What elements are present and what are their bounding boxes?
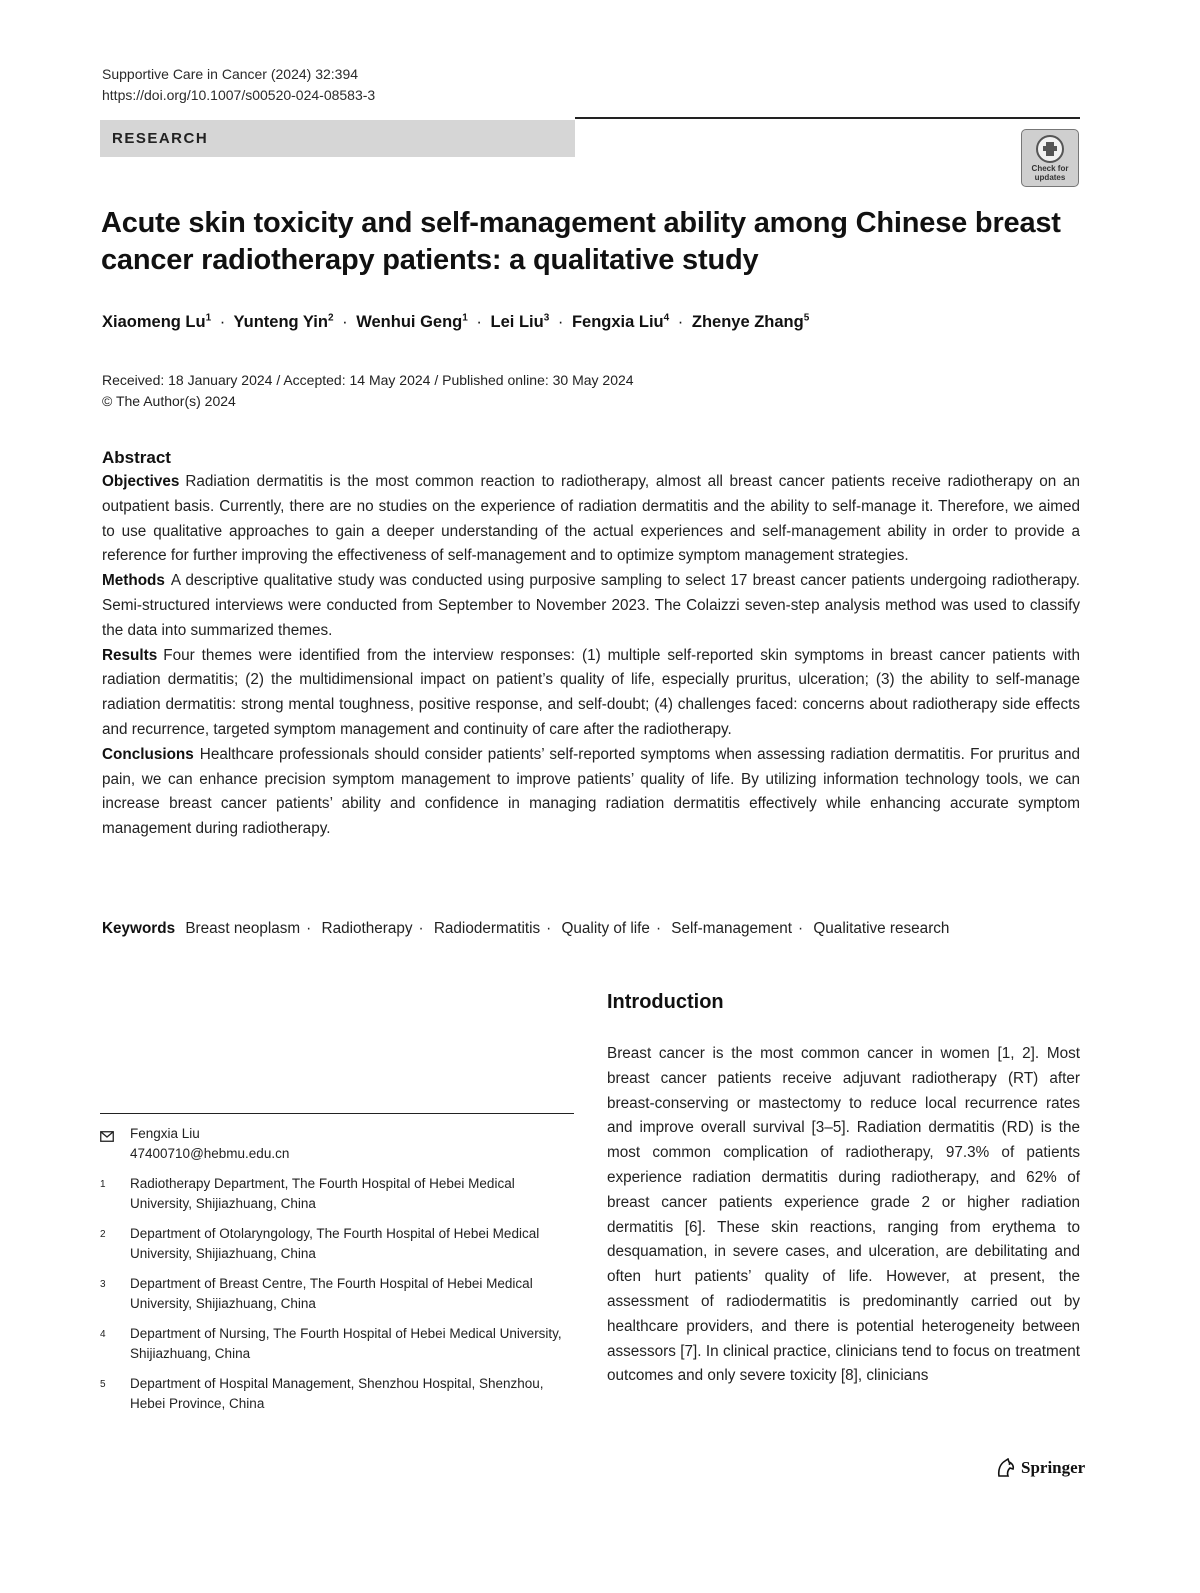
abstract-text: Radiation dermatitis is the most common reaction to radiotherapy, almost all breast cancer patients receive radiotherapy on an outpatient basis. Currently, there are no studies on the experience of radiation dermatitis and the ability to self-manage it. Therefore, we aimed to use qualitative approaches to gain a deeper understanding of the actual experiences and self-management ability in order to provide a reference for further improving the effectiveness of self-management and to optimize symptom management strategies. xyxy=(102,473,1080,565)
abstract-label: Results xyxy=(102,646,158,664)
keyword-separator: · xyxy=(655,920,662,937)
keyword-separator: · xyxy=(798,920,804,937)
affiliation-item xyxy=(100,1374,574,1414)
badge-line-2: updates xyxy=(1034,173,1066,182)
copyright-line: © The Author(s) 2024 xyxy=(102,393,236,409)
affiliation-text: Department of Nursing, The Fourth Hospital of Hebei Medical University, Shijiazhuang, China xyxy=(130,1326,562,1361)
affiliation-number: 3 xyxy=(100,1279,106,1290)
footnote-rule xyxy=(100,1113,574,1114)
badge-line-1: Check for xyxy=(1031,164,1069,173)
author-separator: · xyxy=(677,312,684,331)
affiliation-item xyxy=(100,1324,574,1364)
author-separator: · xyxy=(476,312,482,331)
author-separator: · xyxy=(342,312,348,331)
affiliation-number: 1 xyxy=(100,1179,106,1190)
affiliation-number: 4 xyxy=(100,1329,106,1340)
section-label: RESEARCH xyxy=(100,120,575,157)
affiliation-item xyxy=(100,1274,574,1314)
affiliation-number: 5 xyxy=(100,1379,106,1390)
journal-citation: Supportive Care in Cancer (2024) 32:394 xyxy=(102,66,359,82)
introduction-paragraph: Breast cancer is the most common cancer in women [1, 2]. Most breast cancer patients receive adjuvant radiotherapy (RT) after breast-conserving or mastectomy to reduce local recurrence rates and improve overall survival [3–5]. Radiation dermatitis (RD) is the most common complication of radiotherapy, 97.3% of patients experience radiation dermatitis during radiotherapy, and 62% of breast cancer patients experience grade 2 or higher radiation dermatitis [6]. These skin reactions, ranging from erythema to desquamation, in severe cases, and ulceration, are debilitating and often hurt patients’ quality of life. However, at present, the assessment of radiodermatitis is predominantly carried out by healthcare providers, and there is potential heterogeneity between assessors [7]. In clinical practice, clinicians tend to focus on treatment outcomes and only severe toxicity [8], clinicians xyxy=(607,1045,1080,1385)
keyword-separator: · xyxy=(418,920,424,937)
abstract-label: Objectives xyxy=(102,473,180,490)
author-name[interactable]: Lei Liu$^3$ xyxy=(490,312,550,331)
keywords-line xyxy=(102,917,1080,941)
affiliation-text: Department of Otolaryngology, The Fourth Hospital of Hebei Medical University, Shijiazhuang, China xyxy=(130,1226,540,1261)
keyword-separator: · xyxy=(306,920,312,937)
author-name[interactable]: Fengxia Liu$^4$ xyxy=(571,312,670,331)
introduction-heading: Introduction xyxy=(607,991,724,1013)
abstract-results xyxy=(102,644,1080,743)
keyword: Qualitative research xyxy=(813,920,950,937)
correspondence-name: Fengxia Liu xyxy=(130,1126,200,1141)
abstract-heading: Abstract xyxy=(102,448,171,467)
header-rule xyxy=(575,117,1080,119)
affiliation-item xyxy=(100,1224,574,1264)
publication-dates xyxy=(102,370,634,412)
affiliation-item xyxy=(100,1174,574,1214)
keyword: Self-management xyxy=(671,920,793,937)
keyword-separator: · xyxy=(546,920,552,937)
article-title: Acute skin toxicity and self-management ability among Chinese breast cancer radiotherapy patients: a qualitative study xyxy=(101,207,1061,276)
history-dates: Received: 18 January 2024 / Accepted: 14 May 2024 / Published online: 30 May 2024 xyxy=(102,372,634,388)
author-name[interactable]: Xiaomeng Lu$^1$ xyxy=(102,312,212,331)
journal-header xyxy=(102,64,375,106)
springer-logo xyxy=(995,1458,1085,1478)
author-list xyxy=(102,312,809,332)
doi-link[interactable]: https://doi.org/10.1007/s00520-024-08583-3 xyxy=(102,87,376,103)
abstract-conclusions xyxy=(102,743,1080,842)
footnotes xyxy=(100,1124,574,1424)
keyword: Quality of life xyxy=(561,920,650,937)
abstract-objectives xyxy=(102,470,1080,569)
keyword: Breast neoplasm xyxy=(185,920,301,937)
keyword: Radiodermatitis xyxy=(433,920,541,937)
abstract-text: A descriptive qualitative study was conducted using purposive sampling to select 17 breast cancer patients undergoing radiotherapy. Semi-structured interviews were conducted from September to November 2023. The Colaizzi seven-step analysis method was used to classify the data into summarized themes. xyxy=(102,572,1080,639)
publisher-name: Springer xyxy=(1021,1458,1086,1477)
springer-horse-icon xyxy=(995,1458,1017,1478)
crossmark-icon xyxy=(1033,134,1067,164)
check-for-updates-button[interactable] xyxy=(1021,129,1079,187)
keywords-label: Keywords xyxy=(102,920,176,937)
correspondence-block xyxy=(100,1124,574,1164)
author-name[interactable]: Zhenye Zhang$^5$ xyxy=(691,312,810,331)
correspondence-email[interactable]: 47400710@hebmu.edu.cn xyxy=(130,1146,290,1161)
abstract-text: Four themes were identified from the interview responses: (1) multiple self-reported skin symptoms in breast cancer patients with radiation dermatitis; (2) the multidimensional impact on patient’s quality of life, especially pruritus, ulceration; (3) the ability to self-manage radiation dermatitis: strong mental toughness, positive response, and self-doubt; (4) challenges faced: concerns about radiotherapy side effects and recurrence, targeted symptom management and continuity of care after the radiotherapy. xyxy=(102,646,1080,738)
affiliation-text: Radiotherapy Department, The Fourth Hospital of Hebei Medical University, Shijiazhuang, China xyxy=(130,1176,515,1211)
affiliation-text: Department of Hospital Management, Shenzhou Hospital, Shenzhou, Hebei Province, China xyxy=(130,1376,544,1411)
envelope-icon xyxy=(100,1124,130,1164)
affiliation-number: 2 xyxy=(100,1229,106,1240)
author-name[interactable]: Wenhui Geng$^1$ xyxy=(356,312,468,331)
abstract-label: Methods xyxy=(102,572,165,590)
abstract-section xyxy=(102,446,1080,842)
keyword: Radiotherapy xyxy=(321,920,413,937)
abstract-text: Healthcare professionals should consider patients’ self-reported symptoms when assessing radiation dermatitis. For pruritus and pain, we can enhance precision symptom management to improve patients’ quality of life. By utilizing information technology tools, we can increase breast cancer patients’ ability and confidence in managing radiation dermatitis effectively while enhancing accurate symptom management during radiotherapy. xyxy=(102,745,1080,838)
abstract-label: Conclusions xyxy=(102,745,194,763)
author-separator: · xyxy=(557,312,564,331)
affiliation-text: Department of Breast Centre, The Fourth Hospital of Hebei Medical University, Shijiazhuang, China xyxy=(130,1276,533,1311)
abstract-methods xyxy=(102,569,1080,643)
author-separator: · xyxy=(219,312,226,331)
author-name[interactable]: Yunteng Yin$^2$ xyxy=(233,312,334,331)
